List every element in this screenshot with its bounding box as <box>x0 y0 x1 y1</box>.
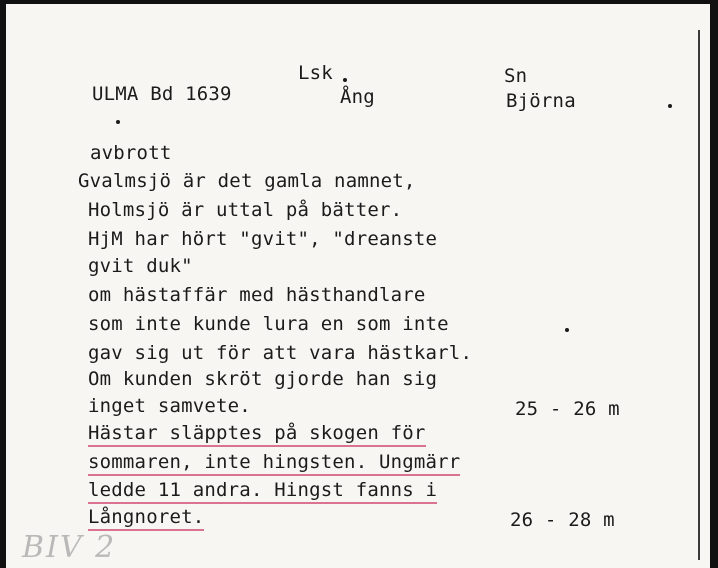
ink-dot <box>343 78 347 82</box>
handwritten-note: BIV 2 <box>22 530 117 565</box>
page-reference: 26 - 28 m <box>510 509 615 531</box>
scan-edge-top <box>0 0 718 4</box>
body-line: Om kunden skröt gjorde han sig <box>88 368 438 390</box>
lsk-label: Lsk <box>298 62 333 84</box>
ink-dot <box>668 104 672 108</box>
scan-edge-right <box>710 0 718 568</box>
sn-label: Sn <box>504 65 528 87</box>
page-reference: 25 - 26 m <box>515 398 620 420</box>
archive-reference: ULMA Bd 1639 <box>92 83 232 105</box>
scan-edge-left <box>0 0 6 568</box>
highlighted-line: sommaren, inte hingsten. Ungmärr <box>88 451 460 476</box>
sn-value: Björna <box>506 90 576 112</box>
body-line: om hästaffär med hästhandlare <box>88 284 426 306</box>
body-line: avbrott <box>90 142 172 164</box>
highlighted-line: Hästar släpptes på skogen för <box>88 422 426 447</box>
card-border-line <box>698 30 700 560</box>
body-line: Gvalmsjö är det gamla namnet, <box>78 170 416 192</box>
body-line: som inte kunde lura en som inte <box>88 313 449 335</box>
lsk-value: Ång <box>340 86 375 108</box>
body-line: Holmsjö är uttal på bätter. <box>88 199 403 221</box>
body-line: gav sig ut för att vara hästkarl. <box>88 342 473 364</box>
ink-dot <box>116 120 120 124</box>
body-line: HjM har hört "gvit", "dreanste <box>88 228 438 250</box>
body-line: gvit duk" <box>88 255 193 277</box>
highlighted-line: Långnoret. <box>88 506 204 531</box>
highlighted-line: ledde 11 andra. Hingst fanns i <box>88 479 437 504</box>
ink-dot <box>565 328 569 332</box>
body-line: inget samvete. <box>88 395 251 417</box>
